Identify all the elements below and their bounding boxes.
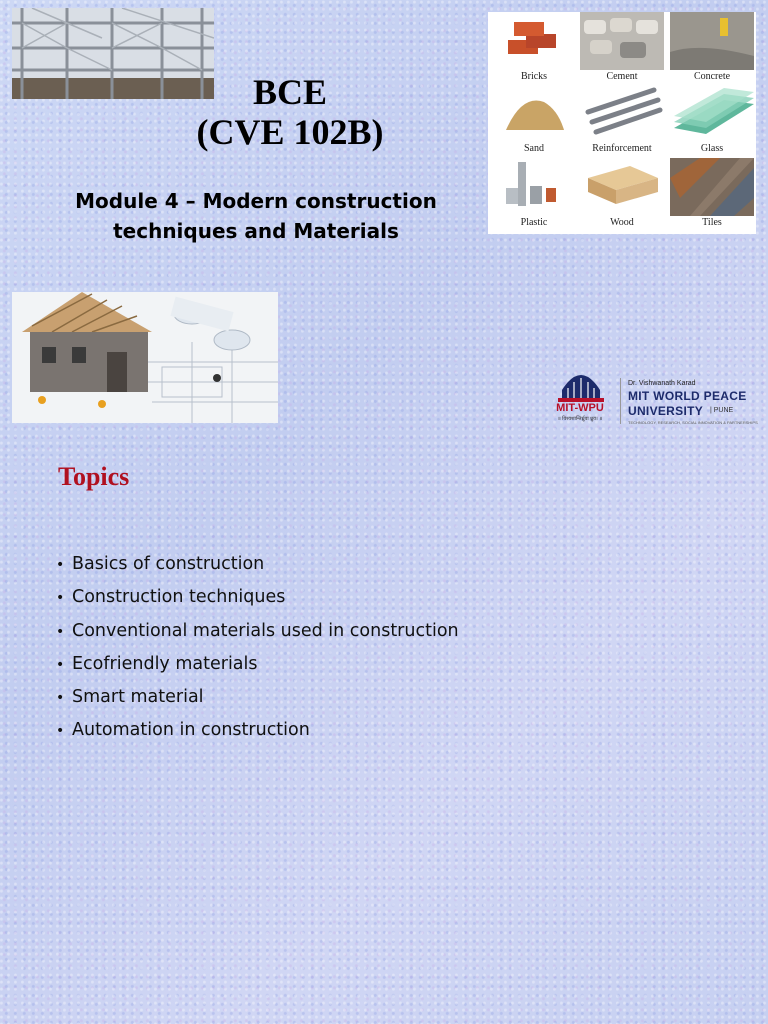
topics-list — [56, 548, 459, 748]
topic-item — [56, 648, 459, 681]
plastic-image — [492, 158, 576, 216]
material-label: Sand — [524, 143, 544, 154]
material-glass — [668, 84, 756, 158]
material-concrete — [668, 12, 756, 86]
topic-item — [56, 581, 459, 614]
logo-abbreviation: MIT-WPU — [556, 402, 604, 414]
material-sand — [490, 84, 578, 158]
materials-image-grid — [488, 12, 756, 234]
module-line-1: Module 4 – Modern construction — [75, 189, 437, 213]
material-label: Tiles — [702, 217, 722, 228]
bullet-icon: • — [56, 656, 65, 673]
logo-divider — [620, 378, 621, 424]
wood-image — [580, 158, 664, 216]
title-line-1: BCE — [252, 72, 328, 112]
bullet-icon: • — [56, 723, 65, 740]
material-label: Plastic — [520, 217, 548, 228]
topic-text: Conventional materials used in construction — [72, 620, 459, 641]
cement-image — [580, 12, 664, 70]
material-label: Glass — [700, 143, 724, 154]
concrete-image — [670, 12, 754, 70]
topic-item — [56, 615, 459, 648]
logo-founder: Dr. Vishwanath Karad — [628, 380, 696, 387]
topic-text: Smart material — [72, 687, 204, 708]
module-subtitle — [56, 186, 456, 246]
dome-icon — [558, 364, 604, 402]
material-plastic — [490, 158, 578, 232]
material-label: Cement — [606, 71, 638, 82]
title-line-2: (CVE 102B) — [196, 112, 384, 152]
logo-tagline: TECHNOLOGY, RESEARCH, SOCIAL INNOVATION & PARTNERSHIPS — [628, 420, 758, 425]
house-blueprint-graphic — [12, 292, 278, 423]
logo-name-line-1: MIT WORLD PEACE — [628, 389, 747, 403]
slide-title — [150, 72, 430, 152]
bricks-image — [492, 12, 576, 70]
topic-text: Basics of construction — [72, 554, 265, 574]
tiles-image — [670, 158, 754, 216]
material-reinforcement — [578, 84, 666, 158]
topic-text: Construction techniques — [72, 587, 286, 608]
material-bricks — [490, 12, 578, 86]
logo-sanskrit-tagline: ॥ विश्वशान्तिर्ध्रुवा ध्रुव। ॥ — [557, 416, 603, 422]
material-label: Reinforcement — [592, 143, 652, 154]
topics-heading: Topics — [58, 462, 130, 491]
bullet-icon: • — [56, 590, 65, 607]
topic-text: Ecofriendly materials — [72, 653, 258, 674]
topic-item — [56, 714, 459, 747]
material-wood — [578, 158, 666, 232]
reinforcement-image — [580, 84, 664, 142]
module-line-2: techniques and Materials — [113, 219, 399, 243]
topic-item — [56, 548, 459, 581]
bullet-icon: • — [56, 557, 65, 573]
logo-city: | PUNE — [710, 407, 734, 414]
bullet-icon: • — [56, 623, 65, 640]
material-label: Wood — [610, 217, 634, 228]
topic-text: Automation in construction — [72, 720, 310, 741]
university-logo — [546, 364, 758, 426]
logo-name-line-2: UNIVERSITY — [628, 404, 704, 418]
bullet-icon: • — [56, 690, 65, 707]
sand-image — [492, 84, 576, 142]
material-cement — [578, 12, 666, 86]
material-label: Concrete — [693, 71, 731, 82]
house-construction-image — [12, 292, 278, 423]
material-tiles — [668, 158, 756, 232]
material-label: Bricks — [520, 71, 548, 82]
glass-image — [670, 84, 754, 142]
topic-item — [56, 681, 459, 714]
